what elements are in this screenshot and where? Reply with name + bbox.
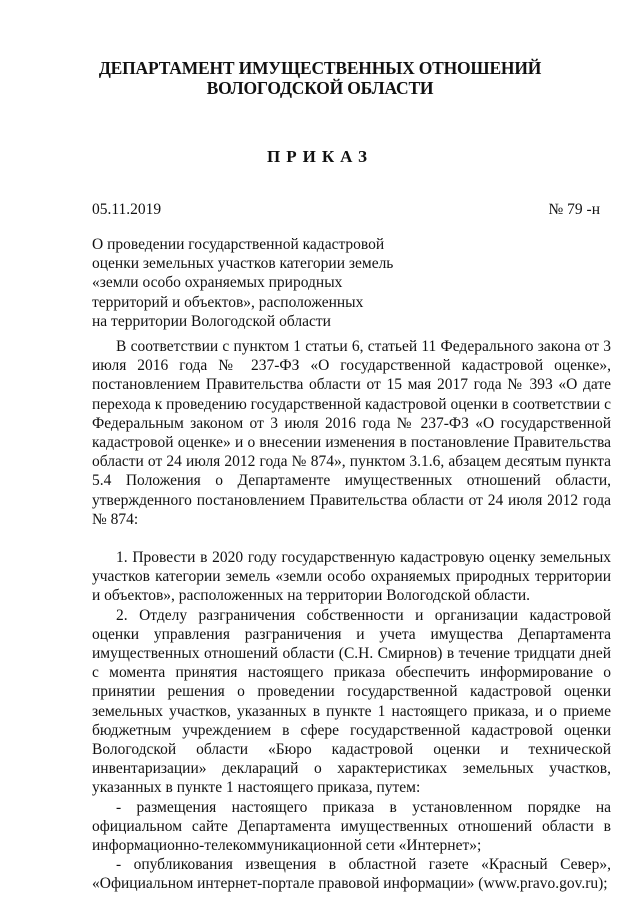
- department-header: [0, 58, 640, 98]
- subject-line: на территории Вологодской области: [92, 312, 331, 330]
- dash-item-website: - размещения настоящего приказа в установленном порядке на официальном сайте Департамента имущественных отношений области в информационно-телекоммуникационной сети «Интернет»;: [92, 798, 611, 855]
- item-paragraph-1: 1. Провести в 2020 году государственную кадастровую оценку земельных участков категории земель «земли особо охраняемых природных территории и объектов», расположенных на территории Вологодской области.: [92, 549, 611, 605]
- preamble-paragraph: В соответствии с пунктом 1 статьи 6, статьей 11 Федерального закона от 3 июля 2016 года № 237-ФЗ «О государственной кадастровой оценке», постановлением Правительства области от 15 мая 2017 года № 393 «О дате перехода к проведению государственной кадастровой оценки в соответствии с Федеральным законом от 3 июля 2016 года № 237-ФЗ «О государственной кадастровой оценке» и о внесении изменения в постановление Правительства области от 24 июля 2012 года № 874», пунктом 3.1.6, абзацем десятым пункта 5.4 Положения о Департаменте имущественных отношений области, утвержденного постановлением Правительства области от 24 июля 2012 года № 874:: [92, 338, 611, 528]
- document-type-title: ПРИКАЗ: [267, 147, 373, 166]
- dash-item-publication: - опубликования извещения в областной газете «Красный Север», «Официальном интернет-портале правовой информации» (www.pravo.gov.ru);: [92, 856, 611, 893]
- document-body: [92, 337, 611, 894]
- department-name-line1: ДЕПАРТАМЕНТ ИМУЩЕСТВЕННЫХ ОТНОШЕНИЙ: [98, 58, 542, 78]
- subject-line: оценки земельных участков категории земель: [92, 255, 394, 273]
- department-name-line2: ВОЛОГОДСКОЙ ОБЛАСТИ: [206, 78, 434, 98]
- subject-line: территорий и объектов», расположенных: [92, 293, 364, 311]
- subject-line: «земли особо охраняемых природных: [92, 274, 343, 292]
- item-paragraph-2: 2. Отделу разграничения собственности и организации кадастровой оценки управления разграничения и учета имущества Департамента имущественных отношений области (С.Н. Смирнов) в течение тридцати дней с момента принятия настоящего приказа обеспечить информирование о принятии решения о проведении государственной кадастровой оценки земельных участков, указанных в пункте 1 настоящего приказа, и о приеме бюджетным учреждением в сфере государственной кадастровой оценки Вологодской области «Бюро кадастровой оценки и технической инвентаризации» деклараций о характеристиках земельных участков, указанных в пункте 1 настоящего приказа, путем:: [92, 606, 611, 797]
- document-subject: [92, 235, 412, 331]
- subject-line: О проведении государственной кадастровой: [92, 236, 385, 253]
- document-date: 05.11.2019: [92, 201, 162, 218]
- document-number: № 79 -н: [548, 201, 600, 218]
